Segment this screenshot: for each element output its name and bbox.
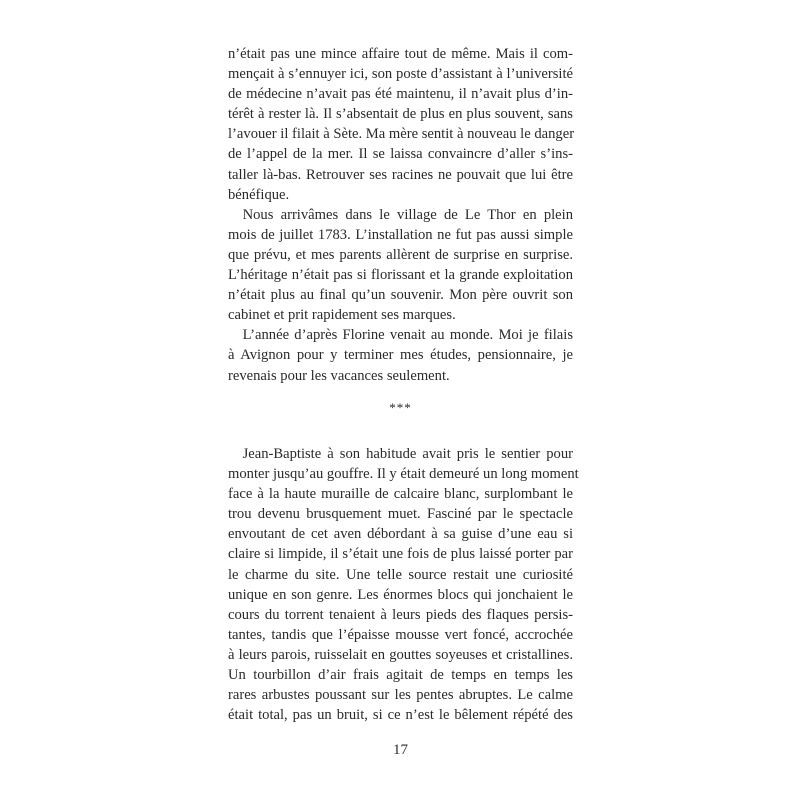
- text-line: à leurs parois, ruisselait en gouttes soyeuses et cristallines.: [228, 646, 573, 663]
- text-line: cours du torrent tenaient à leurs pieds des flaques persis-: [228, 606, 573, 623]
- section-separator: ***: [389, 400, 412, 415]
- text-line: Nous arrivâmes dans le village de Le Thor en plein: [228, 206, 573, 223]
- text-line: rares arbustes poussant sur les pentes abruptes. Le calme: [228, 687, 573, 704]
- text-line: unique en son genre. Les énormes blocs qui jonchaient le: [228, 586, 573, 603]
- text-line: térêt à rester là. Il s’absentait de plus en plus souvent, sans: [228, 106, 573, 123]
- text-line: mençait à s’ennuyer ici, son poste d’assistant à l’université: [228, 66, 573, 83]
- text-line: monter jusqu’au gouffre. Il y était demeuré un long moment: [228, 466, 579, 483]
- text-line: était total, pas un bruit, si ce n’est le bêlement répété des: [228, 707, 573, 724]
- text-line: taller là-bas. Retrouver ses racines ne pouvait que lui être: [228, 166, 573, 183]
- text-line: Un tourbillon d’air frais agitait de temps en temps les: [228, 667, 573, 684]
- text-line: trou devenu brusquement muet. Fasciné par le spectacle: [228, 506, 573, 523]
- text-line: n’était pas une mince affaire tout de même. Mais il com-: [228, 46, 573, 62]
- text-line: tantes, tandis que l’épaisse mousse vert foncé, accrochée: [228, 626, 573, 643]
- text-line: de médecine n’avait pas été maintenu, il n’avait plus d’in-: [228, 86, 573, 103]
- text-line: L’héritage n’était pas si florissant et la grande exploitation: [228, 267, 573, 284]
- text-line: cabinet et prit rapidement ses marques.: [228, 307, 456, 324]
- text-line: n’était plus au final qu’un souvenir. Mon père ouvrit son: [228, 287, 573, 304]
- text-line: le charme du site. Une telle source restait une curiosité: [228, 566, 573, 583]
- text-line: l’avouer il filait à Sète. Ma mère sentit à nouveau le danger: [228, 126, 575, 143]
- text-line: face à la haute muraille de calcaire blanc, surplombant le: [228, 486, 573, 503]
- text-line: Jean-Baptiste à son habitude avait pris le sentier pour: [228, 446, 573, 462]
- text-line: de l’appel de la mer. Il se laissa convaincre d’aller s’ins-: [228, 146, 573, 163]
- text-line: revenais pour les vacances seulement.: [228, 367, 450, 384]
- text-line: que prévu, et mes parents allèrent de surprise en surprise.: [228, 246, 573, 263]
- text-line: claire si limpide, il s’était une fois de plus laissé porter par: [228, 546, 573, 563]
- text-line: L’année d’après Florine venait au monde. Moi je filais: [228, 327, 573, 344]
- text-section-one: [228, 44, 573, 386]
- text-line: bénéfique.: [228, 186, 290, 203]
- text-line: à Avignon pour y terminer mes études, pensionnaire, je: [228, 347, 573, 364]
- text-line: envoutant de cet aven débordant à sa guise d’une eau si: [228, 526, 573, 543]
- page-number: 17: [393, 742, 408, 758]
- text-line: mois de juillet 1783. L’installation ne fut pas aussi simple: [228, 226, 573, 243]
- text-section-two: [228, 444, 579, 725]
